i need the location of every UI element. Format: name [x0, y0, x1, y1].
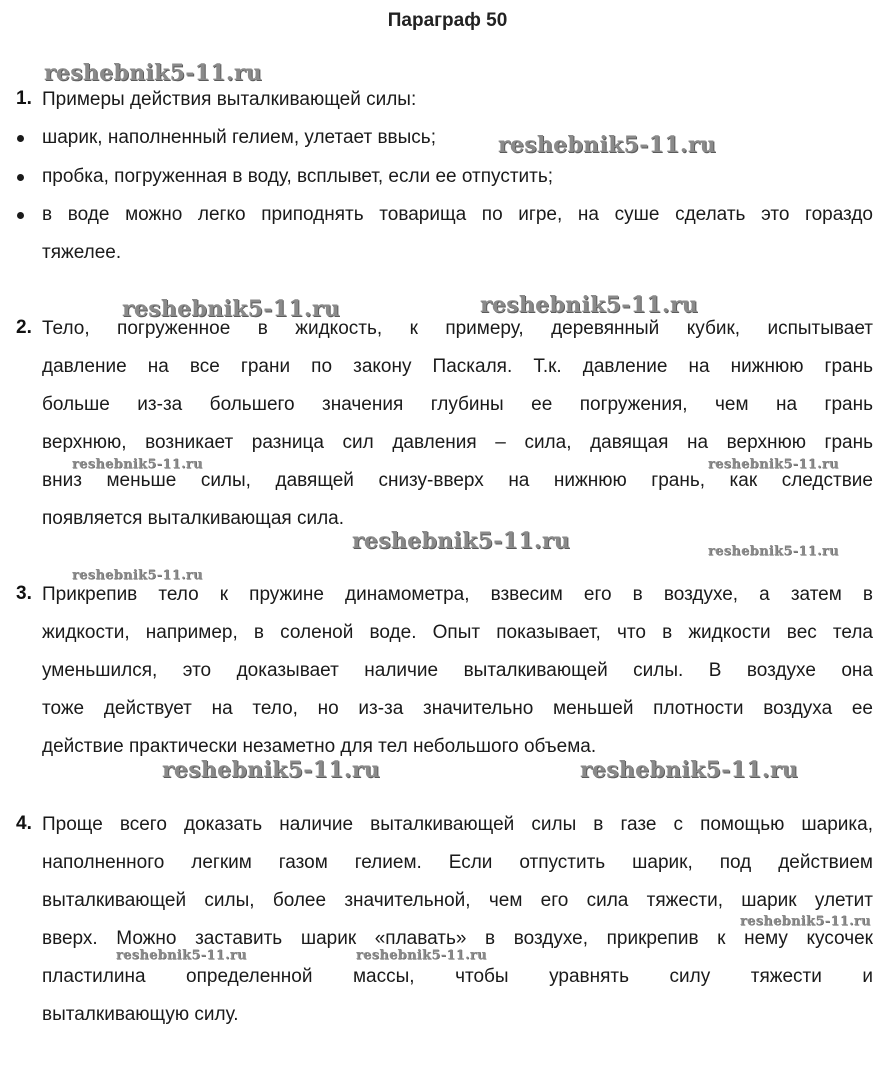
watermark: reshebnik5-11.ru	[580, 757, 799, 783]
item-1-bullet-2: пробка, погруженная в воду, всплывет, если ее отпустить;	[42, 166, 554, 187]
item-4-number: 4.	[16, 813, 32, 834]
watermark: reshebnik5-11.ru	[708, 457, 839, 472]
item-2-line-3: больше из-за большего значения глубины ее погружения, чем на грань	[42, 394, 873, 415]
item-4-line-2: наполненного легким газом гелием. Если отпустить шарик, под действием	[42, 852, 873, 873]
watermark: reshebnik5-11.ru	[44, 60, 263, 86]
item-1-bullet-1: шарик, наполненный гелием, улетает ввысь;	[42, 127, 436, 148]
watermark: reshebnik5-11.ru	[116, 948, 247, 963]
item-2-line-2: давление на все грани по закону Паскаля. Т.к. давление на нижнюю грань	[42, 356, 873, 377]
item-3-line-3: уменьшился, это доказывает наличие выталкивающей силы. В воздухе она	[42, 660, 873, 681]
item-2-line-1: Тело, погруженное в жидкость, к примеру, деревянный кубик, испытывает	[42, 318, 873, 339]
item-1-bullet-3-line-2: тяжелее.	[42, 242, 122, 263]
bullet-dot	[17, 212, 24, 219]
page-title: Параграф 50	[387, 10, 508, 31]
item-2-number: 2.	[16, 317, 32, 338]
item-4-line-1: Проще всего доказать наличие выталкивающей силы в газе с помощью шарика,	[42, 814, 873, 835]
item-4-line-4: вверх. Можно заставить шарик «плавать» в воздухе, прикрепив к нему кусочек	[42, 928, 873, 949]
item-2-line-6: появляется выталкивающая сила.	[42, 508, 344, 529]
watermark: reshebnik5-11.ru	[72, 568, 203, 583]
item-4-line-6: выталкивающую силу.	[42, 1004, 239, 1025]
item-3-line-2: жидкости, например, в соленой воде. Опыт показывает, что в жидкости вес тела	[42, 622, 873, 643]
watermark: reshebnik5-11.ru	[498, 132, 717, 158]
watermark: reshebnik5-11.ru	[352, 528, 571, 554]
bullet-dot	[17, 174, 24, 181]
watermark: reshebnik5-11.ru	[122, 296, 341, 322]
watermark: reshebnik5-11.ru	[356, 948, 487, 963]
item-2-line-5: вниз меньше силы, давящей снизу-вверх на нижнюю грань, как следствие	[42, 470, 873, 491]
item-1-number: 1.	[16, 88, 32, 109]
item-3-line-1: Прикрепив тело к пружине динамометра, взвесим его в воздухе, а затем в	[42, 584, 873, 605]
watermark: reshebnik5-11.ru	[708, 544, 839, 559]
watermark: reshebnik5-11.ru	[740, 914, 871, 929]
item-3-line-5: действие практически незаметно для тел небольшого объема.	[42, 736, 597, 757]
item-4-line-5: пластилина определенной массы, чтобы уравнять силу тяжести и	[42, 966, 873, 987]
item-3-number: 3.	[16, 583, 32, 604]
watermark: reshebnik5-11.ru	[72, 457, 203, 472]
item-3-line-4: тоже действует на тело, но из-за значительно меньшей плотности воздуха ее	[42, 698, 873, 719]
watermark: reshebnik5-11.ru	[162, 757, 381, 783]
item-1-bullet-3-line-1: в воде можно легко приподнять товарища по игре, на суше сделать это гораздо	[42, 204, 873, 225]
item-2-line-4: верхнюю, возникает разница сил давления – сила, давящая на верхнюю грань	[42, 432, 873, 453]
watermark: reshebnik5-11.ru	[480, 292, 699, 318]
bullet-dot	[17, 135, 24, 142]
item-1-line-1: Примеры действия выталкивающей силы:	[42, 89, 417, 110]
item-4-line-3: выталкивающей силы, более значительной, чем его сила тяжести, шарик улетит	[42, 890, 873, 911]
